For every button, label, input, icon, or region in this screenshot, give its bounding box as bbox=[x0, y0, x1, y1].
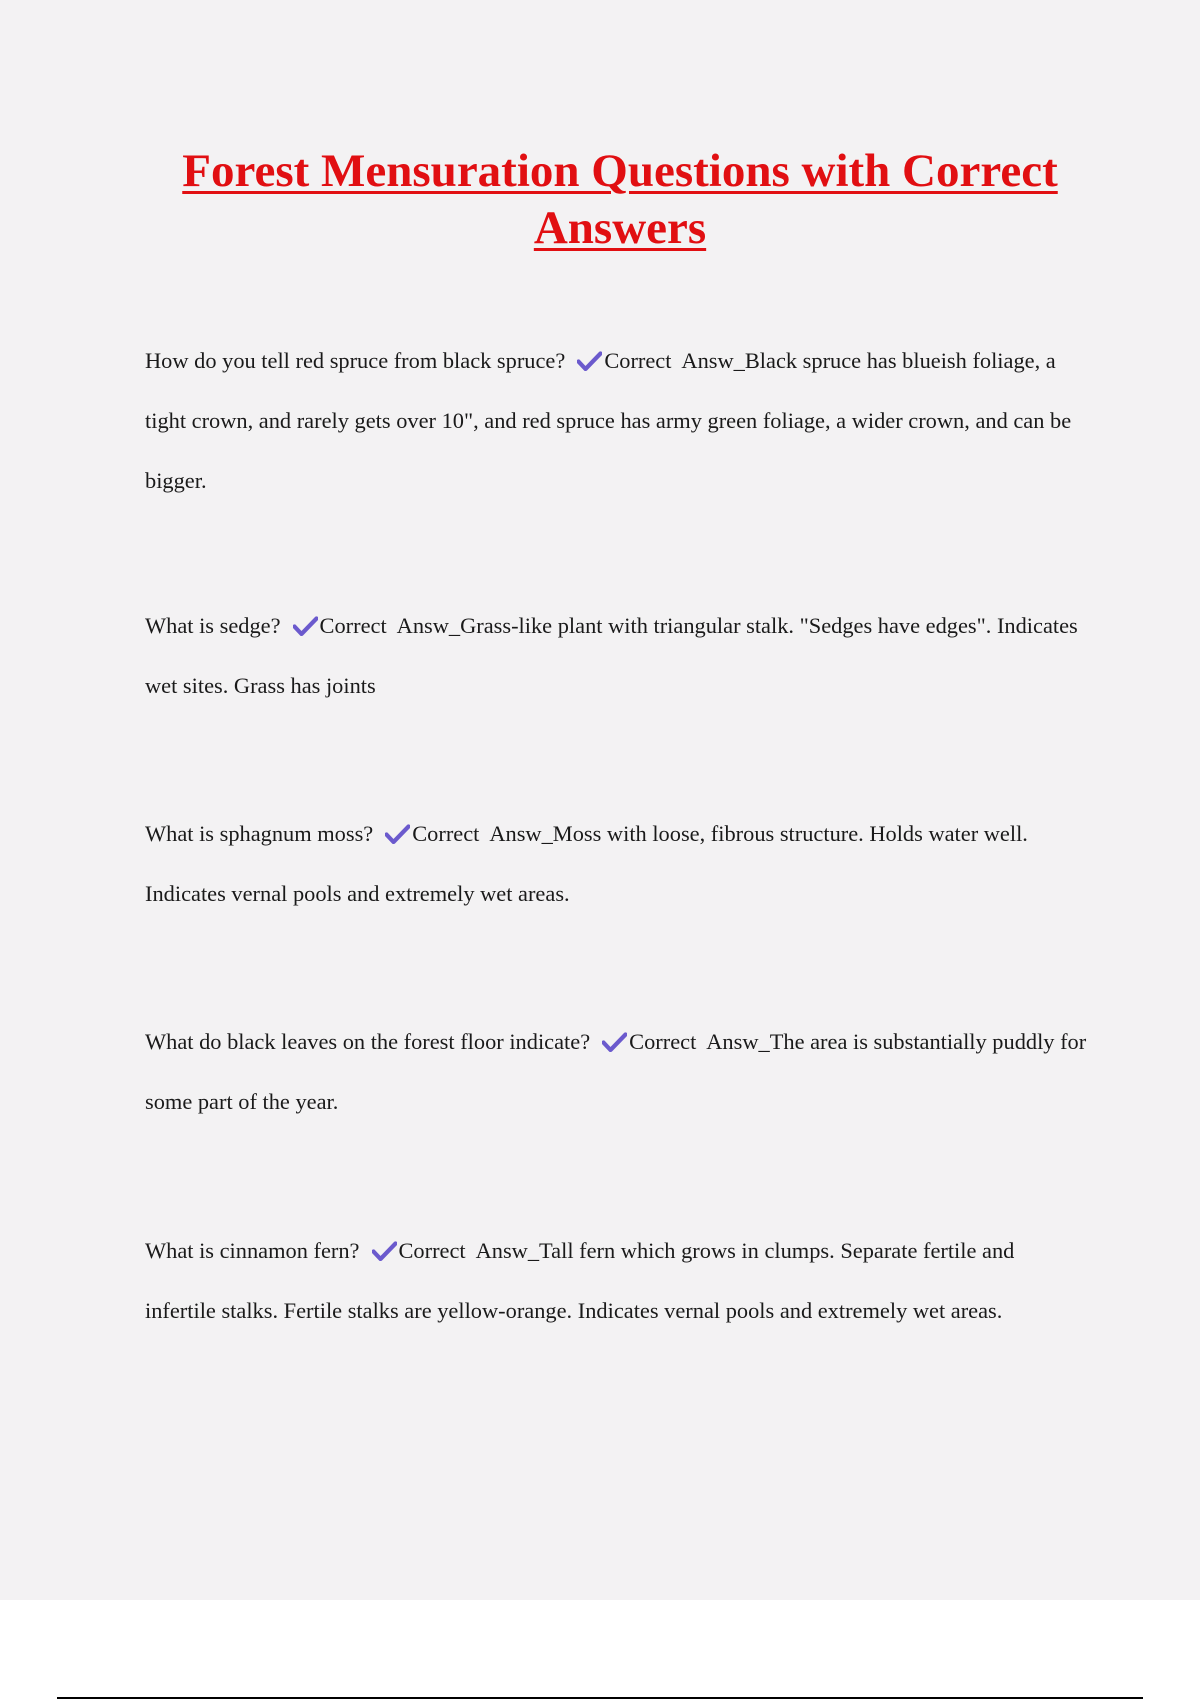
qa-item bbox=[145, 331, 1090, 511]
answer-label: Correct Answ_ bbox=[604, 348, 745, 373]
footer-divider bbox=[57, 1697, 1143, 1699]
qa-item bbox=[145, 804, 1090, 924]
document-title: Forest Mensuration Questions with Correct Answers bbox=[182, 145, 1058, 254]
answer-text: The area is substantially puddly for some part of the year. bbox=[145, 1029, 1087, 1114]
qa-item bbox=[145, 1012, 1090, 1132]
question-text: How do you tell red spruce from black spruce? bbox=[145, 348, 566, 373]
checkmark-icon bbox=[602, 1032, 627, 1052]
answer-text: Moss with loose, fibrous structure. Holds water well. Indicates vernal pools and extremely wet areas. bbox=[145, 821, 1028, 906]
answer-text: Grass-like plant with triangular stalk. "Sedges have edges". Indicates wet sites. Grass has joints bbox=[145, 613, 1078, 698]
qa-item bbox=[145, 1221, 1090, 1341]
qa-item bbox=[145, 596, 1090, 716]
answer-label: Correct Answ_ bbox=[398, 1238, 540, 1263]
answer-label: Correct Answ_ bbox=[319, 613, 461, 638]
checkmark-icon bbox=[372, 1241, 397, 1261]
answer-label: Correct Answ_ bbox=[412, 821, 553, 846]
question-text: What is cinnamon fern? bbox=[145, 1238, 360, 1263]
answer-text: Black spruce has blueish foliage, a tight crown, and rarely gets over 10", and red spruce has army green foliage, a wider crown, and can be bigger. bbox=[145, 348, 1072, 493]
question-text: What is sedge? bbox=[145, 613, 281, 638]
question-text: What is sphagnum moss? bbox=[145, 821, 374, 846]
answer-label: Correct Answ_ bbox=[629, 1029, 770, 1054]
answer-text: Tall fern which grows in clumps. Separate fertile and infertile stalks. Fertile stalks are yellow-orange. Indicates vernal pools and extremely wet areas. bbox=[145, 1238, 1015, 1323]
question-text: What do black leaves on the forest floor indicate? bbox=[145, 1029, 591, 1054]
checkmark-icon bbox=[577, 351, 602, 371]
checkmark-icon bbox=[385, 824, 410, 844]
checkmark-icon bbox=[293, 616, 318, 636]
